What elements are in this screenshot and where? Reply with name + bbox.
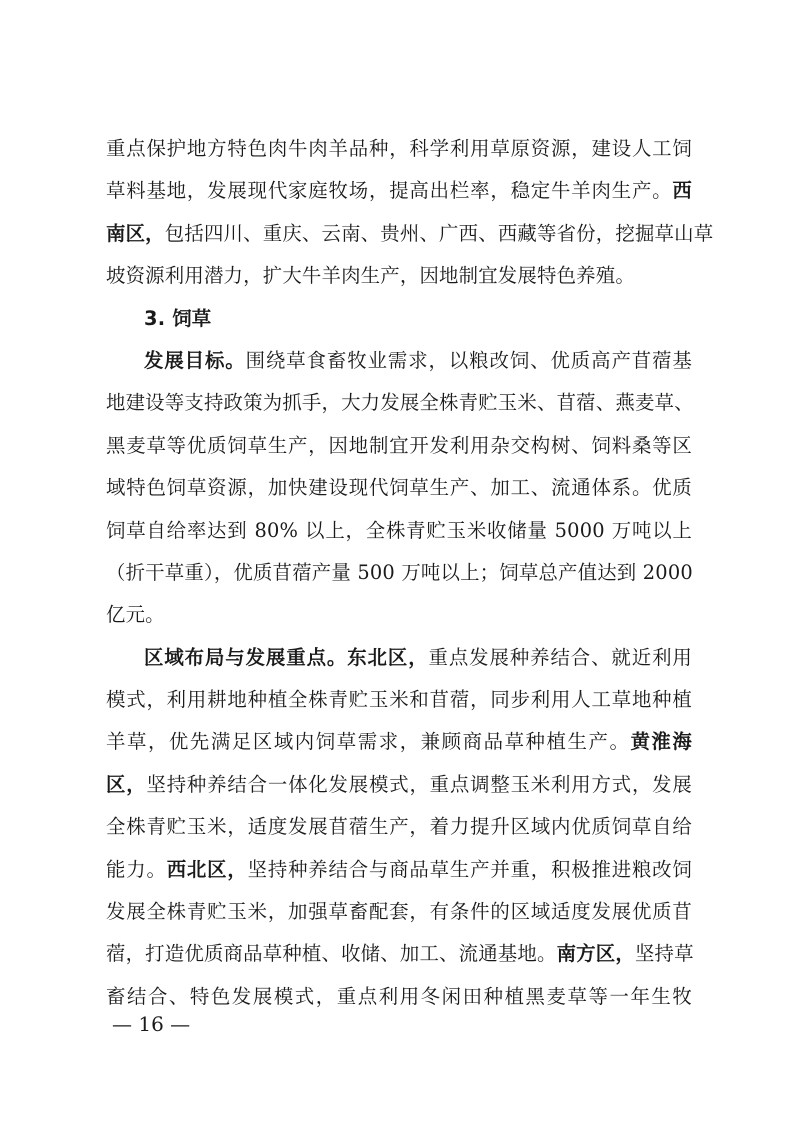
text-line: 坡资源利用潜力，扩大牛羊肉生产，因地制宜发展特色养殖。 — [106, 264, 635, 288]
text-line: 全株青贮玉米，适度发展苜蓿生产，着力提升区域内优质饲草自给 — [106, 815, 692, 839]
region-label-southwest: 南区， — [106, 221, 165, 245]
text-line: 黑麦草等优质饲草生产，因地制宜开发利用杂交构树、饲料桑等区 — [106, 433, 692, 457]
region-label-huanghuaihai: 区， — [106, 772, 147, 796]
lead-label-goals: 发展目标。 — [144, 348, 246, 372]
region-label-huanghuaihai: 黄淮海 — [630, 730, 692, 754]
text-line: 重点保护地方特色肉牛肉羊品种，科学利用草原资源，建设人工饲 — [106, 137, 692, 160]
text-line: 亿元。 — [106, 603, 165, 627]
lead-label-layout: 区域布局与发展重点。 — [144, 645, 348, 669]
text-line: 草料基地，发展现代家庭牧场，提高出栏率，稳定牛羊肉生产。西 — [106, 179, 692, 203]
text-line: 域特色饲草资源，加快建设现代饲草生产、加工、流通体系。优质 — [106, 476, 692, 500]
region-label-northeast: 东北区， — [347, 645, 429, 669]
text-line: 区，坚持种养结合一体化发展模式，重点调整玉米利用方式，发展 — [106, 772, 692, 796]
text-line: 畜结合、特色发展模式，重点利用冬闲田种植黑麦草等一年生牧 — [106, 984, 692, 1008]
region-label-northwest: 西北区， — [166, 857, 248, 881]
text-line: 南区，包括四川、重庆、云南、贵州、广西、西藏等省份，挖掘草山草 — [106, 221, 714, 245]
paragraph-development-goals — [106, 340, 692, 637]
text-line: 发展全株青贮玉米，加强草畜配套，有条件的区域适度发展优质苜 — [106, 900, 692, 924]
text-line: 能力。西北区，坚持种养结合与商品草生产并重，积极推进粮改饲 — [106, 857, 692, 881]
text-line: 模式，利用耕地种植全株青贮玉米和苜蓿，同步利用人工草地种植 — [106, 688, 692, 712]
paragraph-regional-layout — [106, 637, 692, 1019]
section-heading: 3. 饲草 — [144, 306, 212, 330]
text-line: 蓿，打造优质商品草种植、收储、加工、流通基地。南方区，坚持草 — [106, 942, 694, 966]
text-line: （折干草重），优质苜蓿产量 500 万吨以上；饲草总产值达到 2000 — [106, 560, 693, 584]
paragraph-livestock-regions — [106, 128, 714, 298]
text-line: 饲草自给率达到 80% 以上，全株青贮玉米收储量 5000 万吨以上 — [106, 518, 692, 542]
text-line: 发展目标。围绕草食畜牧业需求，以粮改饲、优质高产苜蓿基 — [144, 348, 693, 372]
document-body — [106, 128, 714, 1018]
region-label-southwest: 西 — [672, 179, 692, 203]
page-number: — 16 — — [112, 1012, 191, 1036]
region-label-south: 南方区， — [556, 942, 635, 966]
text-line: 羊草，优先满足区域内饲草需求，兼顾商品草种植生产。黄淮海 — [106, 730, 692, 754]
text-line: 地建设等支持政策为抓手，大力发展全株青贮玉米、苜蓿、燕麦草、 — [106, 391, 694, 415]
text-line: 区域布局与发展重点。东北区，重点发展种养结合、就近利用 — [144, 645, 692, 669]
